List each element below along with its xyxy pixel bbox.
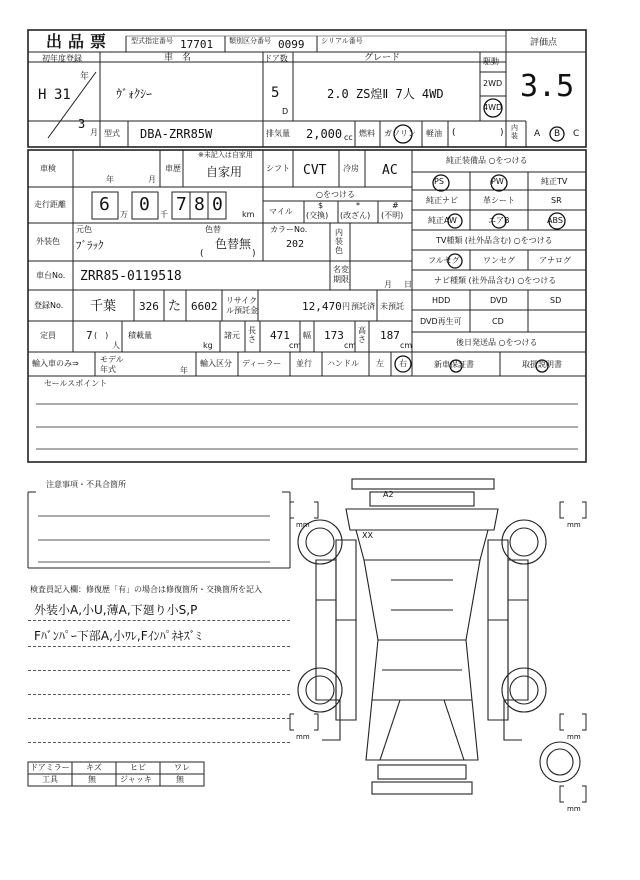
import-parallel: 並行 [296,359,312,368]
handle-left: 左 [376,359,384,368]
altered-sym: * [356,201,360,210]
later-warranty: 新車保証書 [434,360,474,369]
exchange-label: (交換) [306,211,329,220]
chassis-value: ZRR85-0119518 [80,269,182,284]
month-value: 3 [78,117,86,131]
orig-color-label: 元色 [76,225,92,234]
model-year-label: モデル年式 [100,355,124,374]
mileage-mile: マイル [269,207,293,216]
unknown-sym: # [392,201,399,210]
mileage-digit-4: 8 [194,194,205,215]
capacity-label: 定員 [40,331,56,340]
width-label: 幅 [303,331,311,340]
length-label: 長さ [248,326,256,344]
length-cm: cm [289,341,302,350]
repaint-paren-close: ) [252,249,256,259]
interior-c: C [573,129,580,139]
reg-kana: た [168,299,182,314]
interior-label: 内装 [511,124,518,140]
dims-label: 諸元 [224,331,240,340]
doors-value: 5 [271,85,280,101]
reg-label: 登録No. [34,301,64,310]
sales-point-label: セールスポイント [44,379,108,388]
serial-label: シリアル番号 [321,37,363,45]
later-manual: 取扱説明書 [522,360,562,369]
equip-ps: PS [434,177,444,186]
history-note: ※未記入は自家用 [198,151,253,159]
tv-one: ワンセグ [483,256,515,265]
navi-dvd-play: DVD再生可 [420,317,462,326]
load-label: 積載量 [128,331,152,340]
type-label: 型式 [104,129,120,138]
fuel-label: 燃料 [359,129,375,138]
equip-leather: 革シート [483,196,515,205]
transfer-day: 日 [404,280,412,289]
recycle-unit: 円 [342,302,350,311]
grade-label: グレード [364,53,401,63]
navi-dvd: DVD [490,296,508,305]
model-code-label: 型式指定番号 [131,37,173,45]
inspector-line-2: Fﾊﾞﾝﾊﾟｰ下部A,小ﾜﾚ,Fｲﾝﾊﾟﾈｷｽﾞﾐ [34,629,202,643]
score-value: 3.5 [520,69,575,104]
mm-rear-left: mm [296,733,310,741]
mileage-digit-2: 0 [139,194,150,215]
height-cm: cm [400,341,413,350]
inspection-label: 車検 [40,164,56,173]
mileage-km: km [242,210,255,219]
mm-spare: mm [567,805,581,813]
navi-sd: SD [550,296,562,305]
mileage-label: 走行距離 [34,200,66,209]
recycle-label: リサイクル預託金 [226,296,258,315]
shift-label: シフト [266,164,290,173]
inspector-line-1: 外装小A,小U,薄A,下廻り小S,P [34,603,198,617]
model-code-value: 17701 [180,38,214,51]
legend-scratch: キズ [86,763,102,772]
doors-label: ドア数 [264,54,288,63]
car-name-label: 車 名 [164,53,192,63]
color-no-label: カラーNo. [270,225,308,234]
capacity-unit: 人 [112,341,120,350]
mm-rear-right: mm [567,733,581,741]
measure-brackets [290,502,586,802]
inspection-month-unit: 月 [148,175,156,184]
legend-door-mirror: ドアミラー [30,763,70,772]
legend-tools-value: 無 [88,775,96,784]
chassis-label: 車台No. [36,271,66,280]
diagram-mark-xx: XX [362,531,373,540]
month-unit: 月 [90,128,98,137]
car-name-value: ｳﾞｫｸｼｰ [116,87,153,101]
equip-aw: 純正AW [428,216,457,225]
recycle-status: 預託済 [351,302,375,311]
reg-area: 千葉 [90,299,117,314]
notes-label: 注意事項・不具合箇所 [46,480,126,489]
year-value: 31 [54,87,71,103]
equip-navi: 純正ナビ [426,196,458,205]
legend-break: ワレ [174,763,190,772]
color-value: ﾌﾞﾗｯｸ [76,239,104,252]
legend-crack: ヒビ [130,763,146,772]
color-no-value: 202 [286,239,305,250]
transfer-month-unit: 月 [384,280,392,289]
year-unit: 年 [80,72,90,82]
transfer-label: 名変期限 [333,265,349,284]
exchange-sym: $ [318,201,324,210]
inspection-year-unit: 年 [106,175,114,184]
inspector-label: 検査員記入欄：修復歴「有」の場合は修復箇所・交換箇所を記入 [30,585,262,594]
cooler-label: 冷房 [343,164,359,173]
handle-right: 右 [399,359,407,368]
type-value: DBA-ZRR85W [140,127,213,141]
equip-sr: SR [551,196,562,205]
color-label: 外装色 [36,237,60,246]
navi-hdd: HDD [432,296,451,305]
displacement-label: 排気量 [266,129,290,138]
reg-class: 326 [139,300,159,313]
legend-jack: ジャッキ [120,775,152,784]
capacity-paren: ( ) [94,331,109,340]
unknown-label: (不明) [381,211,404,220]
import-class-label: 輸入区分 [200,359,232,368]
form-title: 出品票 [46,32,113,51]
width-value: 173 [324,329,344,342]
tv-full: フルセグ [428,256,460,265]
equip-abs: ABS [547,216,563,225]
category-value: 0099 [278,38,305,51]
grade-value: 2.0 ZS煌Ⅱ 7人 4WD [327,87,444,101]
genuine-label: 純正装備品 ○をつける [446,156,528,165]
import-label: 輸入車のみ⇒ [32,359,79,368]
fuel-gasoline: ガソリン [384,129,416,138]
recycle-value: 12,470 [302,300,342,313]
legend-jack-value: 無 [176,775,184,784]
navi-cd: CD [492,317,504,326]
drive-label: 駆動 [483,57,499,66]
reg-num: 6602 [191,300,218,313]
height-value: 187 [380,329,400,342]
equip-pw: PW [491,177,504,186]
altered-label: (改ざん) [340,211,371,220]
mileage-digit-5: 0 [212,194,223,215]
length-value: 471 [270,329,290,342]
navi-label: ナビ種類 (社外品含む) ○をつける [434,276,557,285]
mileage-man: 万 [120,210,128,219]
era-value: H [38,87,47,103]
width-cm: cm [344,341,357,350]
drive-2wd: 2WD [483,79,503,88]
mileage-sen: 千 [160,210,168,219]
mileage-digit-1: 6 [99,194,110,215]
score-label: 評価点 [530,38,558,48]
repaint-value: 色替無 [215,237,252,251]
mm-front-left: mm [296,521,310,529]
fuel-diesel: 軽油 [426,129,442,138]
repaint-paren-open: ( [200,249,204,259]
model-year-unit: 年 [180,366,188,375]
mileage-circle-note: ○をつける [316,190,355,199]
mileage-digit-3: 7 [176,194,187,215]
later-label: 後日発送品 ○をつける [456,338,538,347]
capacity-value: 7 [86,329,93,342]
diagram-mark-a2: A2 [383,490,394,499]
tv-analog: アナログ [539,256,571,265]
import-dealer: ディーラー [242,359,282,368]
displacement-value: 2,000 [306,127,343,141]
interior-b: B [554,129,561,139]
tv-label: TV種類 (社外品含む) ○をつける [436,236,553,245]
shift-value: CVT [303,163,327,178]
repaint-label: 色替 [205,225,221,234]
first-reg-label: 初年度登録 [42,54,82,63]
history-label: 車歴 [165,164,181,173]
fuel-paren-close: ) [500,128,504,138]
handle-label: ハンドル [327,359,359,368]
fuel-paren-open: ( [452,128,456,138]
legend-tools: 工具 [42,775,58,784]
category-label: 類別区分番号 [229,37,271,45]
vehicle-diagram [298,479,580,794]
height-label: 高さ [358,326,366,344]
cooler-value: AC [382,163,398,178]
door-d: D [282,107,289,116]
displacement-unit: cc [344,133,353,142]
load-kg: kg [203,341,213,350]
equip-tv: 純正TV [541,177,568,186]
interior-color-label: 内装色 [335,228,343,255]
drive-4wd: 4WD [483,103,503,112]
recycle-unpaid: 未預託 [380,302,404,311]
mm-front-right: mm [567,521,581,529]
interior-a: A [534,129,541,139]
history-value: 自家用 [206,165,243,179]
equip-airbag: エアB [488,216,510,225]
